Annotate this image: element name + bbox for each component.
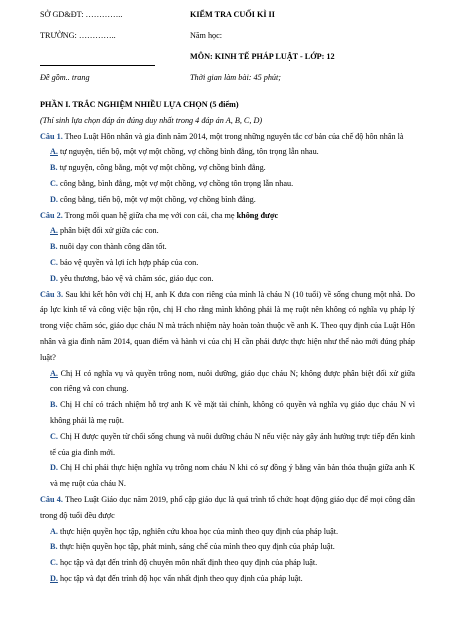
option-text: thực hiện quyền học tập, phát minh, sáng chế của mình theo quy định của pháp luật.	[59, 542, 335, 552]
option-letter: D.	[50, 463, 58, 473]
option-text: học tập và đạt đến trình độ học vấn nhất định theo quy định của pháp luật.	[60, 573, 303, 583]
school-line: TRƯỜNG: …………..	[40, 31, 116, 40]
subject-line: MÔN: KINH TẾ PHÁP LUẬT - LỚP: 12	[190, 52, 335, 61]
option-text: Chị H chỉ có trách nhiệm hỗ trợ anh K về mặt tài chính, không có quyền và nghĩa vụ giáo dục cháu N vì không phải là mẹ ruột.	[50, 400, 415, 425]
question-text: Trong mối quan hệ giữa cha mẹ với con cái, cha mẹ	[64, 210, 235, 220]
page-count-line: Đề gồm.. trang	[40, 73, 90, 82]
question-label: Câu 1.	[40, 131, 63, 141]
option-letter: D.	[50, 194, 58, 204]
option-text: yêu thương, bảo vệ và chăm sóc, giáo dục con.	[60, 273, 214, 283]
option-letter: A.	[50, 526, 58, 536]
option-text: tự nguyện, công bằng, một vợ một chồng, vợ chồng bình đẳng.	[59, 163, 266, 173]
option-text: học tập và đạt đến trình độ chuyên môn nhất định theo quy định của pháp luật.	[60, 558, 318, 568]
option-text: phân biệt đối xử giữa các con.	[60, 226, 159, 236]
option-text: thực hiện quyền học tập, nghiên cứu khoa học của mình theo quy định của pháp luật.	[60, 526, 339, 536]
option-text: nuôi dạy con thành công dân tốt.	[59, 242, 167, 252]
question-text: Theo Luật Giáo dục năm 2019, phổ cập giáo dục là quá trình tổ chức hoạt động giáo dục để mọi công dân trong độ tuổi đều được	[40, 494, 415, 520]
option-text: Chị H chỉ phải thực hiện nghĩa vụ trông nom cháu N khi có sự đồng ý bằng văn bản thỏa thuận giữa anh K và mẹ ruột của cháu N.	[50, 463, 416, 489]
option-letter: A.	[50, 147, 58, 157]
option-letter: A.	[50, 226, 58, 236]
option-letter: B.	[50, 542, 58, 552]
question-1	[40, 129, 415, 208]
exam-title: KIỂM TRA CUỐI KÌ II	[190, 10, 275, 19]
section-instruction: (Thí sinh lựa chọn đáp án đúng duy nhất trong 4 đáp án A, B, C, D)	[40, 115, 263, 125]
question-label: Câu 4.	[40, 494, 63, 504]
option-text: Chị H được quyền từ chối sống chung và nuôi dưỡng cháu N nếu việc này gây ảnh hưởng trực tiếp đến kinh tế của gia đình mới.	[50, 431, 415, 457]
school-year-line: Năm học:	[190, 31, 223, 40]
option-text: tự nguyện, tiến bộ, một vợ một chồng, vợ chồng bình đẳng, tôn trọng lẫn nhau.	[60, 147, 319, 157]
option-letter: B.	[50, 400, 58, 410]
question-3	[40, 287, 415, 492]
option-text: công bằng, tiến bộ, một vợ một chồng, vợ chồng bình đẳng.	[60, 194, 256, 204]
section-title: PHẦN I. TRẮC NGHIỆM NHIỀU LỰA CHỌN (5 điểm)	[40, 100, 239, 109]
duration-line: Thời gian làm bài: 45 phút;	[190, 73, 282, 82]
question-text: Theo Luật Hôn nhân và gia đình năm 2014, một trong những nguyên tắc cơ bản của chế độ hôn nhân là	[64, 131, 404, 141]
option-letter: B.	[50, 163, 58, 173]
option-letter: A.	[50, 368, 58, 378]
option-letter: C.	[50, 178, 58, 188]
option-text: công bằng, bình đẳng, một vợ một chồng, vợ chồng tôn trọng lẫn nhau.	[60, 178, 294, 188]
option-letter: C.	[50, 558, 58, 568]
question-text: Sau khi kết hôn với chị H, anh K đưa con riêng của mình là cháu N (10 tuổi) về sống chung một nhà. Do áp lực kinh tế và công việc bận rộn, chị H cho rằng mình không phải là mẹ ruột nên không có nghĩa vụ pháp lý trong việc chăm sóc, giáo dục cháu N mà trách nhiệm này hoàn toàn thuộc về anh K. Theo quy định của Luật Hôn nhân và gia đình năm 2014, quan điểm và hành vi của chị H cần phải được thực hiện như thế nào mới đúng pháp luật?	[40, 289, 415, 362]
question-emphasis: không được	[236, 210, 279, 220]
question-4	[40, 492, 415, 587]
option-letter: C.	[50, 257, 58, 267]
option-text: bảo vệ quyền và lợi ích hợp pháp của con.	[60, 257, 199, 267]
header-divider	[40, 65, 155, 66]
question-label: Câu 2.	[40, 210, 63, 220]
option-text: Chị H có nghĩa vụ và quyền trông nom, nuôi dưỡng, giáo dục cháu N; không được phân biệt đối xử giữa con riêng và con chung.	[50, 368, 415, 394]
option-letter: D.	[50, 573, 58, 583]
option-letter: B.	[50, 242, 58, 252]
exam-body	[40, 97, 415, 587]
question-2	[40, 208, 415, 287]
department-line: SỞ GD&ĐT: …………..	[40, 10, 123, 19]
option-letter: D.	[50, 273, 58, 283]
option-letter: C.	[50, 431, 58, 441]
question-label: Câu 3.	[40, 289, 64, 299]
